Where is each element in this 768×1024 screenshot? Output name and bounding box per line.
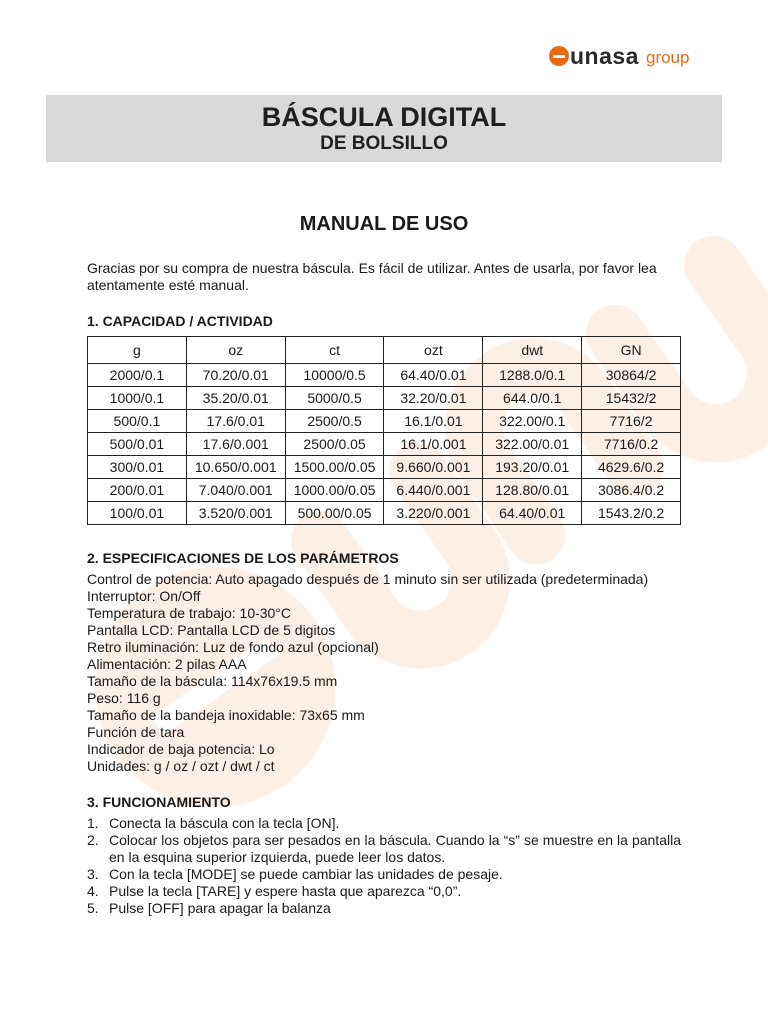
step-number: 5. [87, 900, 99, 916]
table-cell: 7716/2 [582, 410, 681, 433]
table-row [88, 410, 681, 433]
column-header: ct [285, 337, 384, 364]
table-cell: 200/0.01 [88, 479, 187, 502]
table-cell: 1000/0.1 [88, 387, 187, 410]
table-cell: 100/0.01 [88, 502, 187, 525]
brand-name: unasa [570, 42, 639, 69]
table-cell: 3086.4/0.2 [582, 479, 681, 502]
table-cell: 128.80/0.01 [483, 479, 582, 502]
step-item [87, 815, 681, 832]
step-text: Pulse [OFF] para apagar la balanza [109, 900, 331, 916]
table-cell: 6.440/0.001 [384, 479, 483, 502]
spec-line: Tamaño de la báscula: 114x76x19.5 mm [87, 673, 338, 689]
table-cell: 3.520/0.001 [186, 502, 285, 525]
table-row [88, 433, 681, 456]
table-cell: 7.040/0.001 [186, 479, 285, 502]
spec-line: Interruptor: On/Off [87, 588, 201, 604]
table-cell: 2500/0.5 [285, 410, 384, 433]
spec-line: Peso: 116 g [87, 690, 161, 706]
table-cell: 17.6/0.01 [186, 410, 285, 433]
spec-line: Función de tara [87, 724, 185, 740]
table-cell: 1543.2/0.2 [582, 502, 681, 525]
spec-line: Control de potencia: Auto apagado después de 1 minuto sin ser utilizada (predeterminada) [87, 571, 649, 587]
column-header: GN [582, 337, 681, 364]
column-header: dwt [483, 337, 582, 364]
table-cell: 1000.00/0.05 [285, 479, 384, 502]
table-cell: 322.00/0.01 [483, 433, 582, 456]
title-banner [46, 95, 722, 162]
table-cell: 17.6/0.001 [186, 433, 285, 456]
table-cell: 1500.00/0.05 [285, 456, 384, 479]
step-item [87, 866, 681, 883]
table-cell: 30864/2 [582, 364, 681, 387]
step-item [87, 832, 681, 866]
table-cell: 10.650/0.001 [186, 456, 285, 479]
section-specs-heading: 2. ESPECIFICACIONES DE LOS PARÁMETROS [87, 550, 399, 566]
document-subtitle: DE BOLSILLO [320, 133, 448, 154]
table-cell: 4629.6/0.2 [582, 456, 681, 479]
table-cell: 1288.0/0.1 [483, 364, 582, 387]
document-title: BÁSCULA DIGITAL [261, 102, 507, 132]
table-cell: 5000/0.5 [285, 387, 384, 410]
table-cell: 16.1/0.001 [384, 433, 483, 456]
table-cell: 500/0.01 [88, 433, 187, 456]
table-cell: 193.20/0.01 [483, 456, 582, 479]
step-item [87, 900, 681, 917]
step-text: Conecta la báscula con la tecla [ON]. [109, 815, 340, 831]
table-cell: 2500/0.05 [285, 433, 384, 456]
spec-line: Pantalla LCD: Pantalla LCD de 5 digitos [87, 622, 336, 638]
spec-line: Unidades: g / oz / ozt / dwt / ct [87, 758, 275, 774]
table-row [88, 387, 681, 410]
column-header: ozt [384, 337, 483, 364]
table-cell: 322.00/0.1 [483, 410, 582, 433]
table-cell: 7716/0.2 [582, 433, 681, 456]
table-cell: 70.20/0.01 [186, 364, 285, 387]
section-capacity-heading: 1. CAPACIDAD / ACTIVIDAD [87, 313, 273, 329]
brand-logo [549, 40, 689, 72]
table-cell: 3.220/0.001 [384, 502, 483, 525]
table-cell: 10000/0.5 [285, 364, 384, 387]
document-body [87, 260, 681, 917]
spec-line: Indicador de baja potencia: Lo [87, 741, 275, 757]
intro-paragraph: Gracias por su compra de nuestra báscula. Es fácil de utilizar. Antes de usarla, por favor lea atentamente esté manual. [87, 260, 657, 293]
logo-e-icon [549, 46, 569, 66]
capacity-table [87, 336, 681, 525]
spec-line: Tamaño de la bandeja inoxidable: 73x65 mm [87, 707, 365, 723]
table-cell: 16.1/0.01 [384, 410, 483, 433]
column-header: g [88, 337, 187, 364]
table-cell: 2000/0.1 [88, 364, 187, 387]
spec-line: Temperatura de trabajo: 10-30°C [87, 605, 292, 621]
manual-title: MANUAL DE USO [299, 213, 469, 235]
step-text: Con la tecla [MODE] se puede cambiar las unidades de pesaje. [109, 866, 503, 882]
section-operation-heading: 3. FUNCIONAMIENTO [87, 794, 231, 810]
table-cell: 64.40/0.01 [384, 364, 483, 387]
table-cell: 500.00/0.05 [285, 502, 384, 525]
step-number: 1. [87, 815, 99, 831]
table-cell: 300/0.01 [88, 456, 187, 479]
table-cell: 15432/2 [582, 387, 681, 410]
table-cell: 644.0/0.1 [483, 387, 582, 410]
table-row [88, 456, 681, 479]
spec-line: Retro iluminación: Luz de fondo azul (opcional) [87, 639, 379, 655]
step-text: Colocar los objetos para ser pesados en la báscula. Cuando la “s” se muestre en la pantalla en la esquina superior izquierda, puede leer los datos. [109, 832, 681, 865]
step-number: 2. [87, 832, 99, 848]
operation-steps [87, 815, 681, 917]
column-header: oz [186, 337, 285, 364]
table-row [88, 479, 681, 502]
table-header-row [88, 337, 681, 364]
table-cell: 64.40/0.01 [483, 502, 582, 525]
table-row [88, 502, 681, 525]
table-cell: 9.660/0.001 [384, 456, 483, 479]
table-cell: 32.20/0.01 [384, 387, 483, 410]
step-text: Pulse la tecla [TARE] y espere hasta que aparezca “0,0”. [109, 883, 462, 899]
spec-line: Alimentación: 2 pilas AAA [87, 656, 247, 672]
table-cell: 35.20/0.01 [186, 387, 285, 410]
step-item [87, 883, 681, 900]
step-number: 4. [87, 883, 99, 899]
table-row [88, 364, 681, 387]
brand-sub: group [645, 48, 690, 67]
table-cell: 500/0.1 [88, 410, 187, 433]
specs-list [87, 571, 681, 775]
step-number: 3. [87, 866, 99, 882]
